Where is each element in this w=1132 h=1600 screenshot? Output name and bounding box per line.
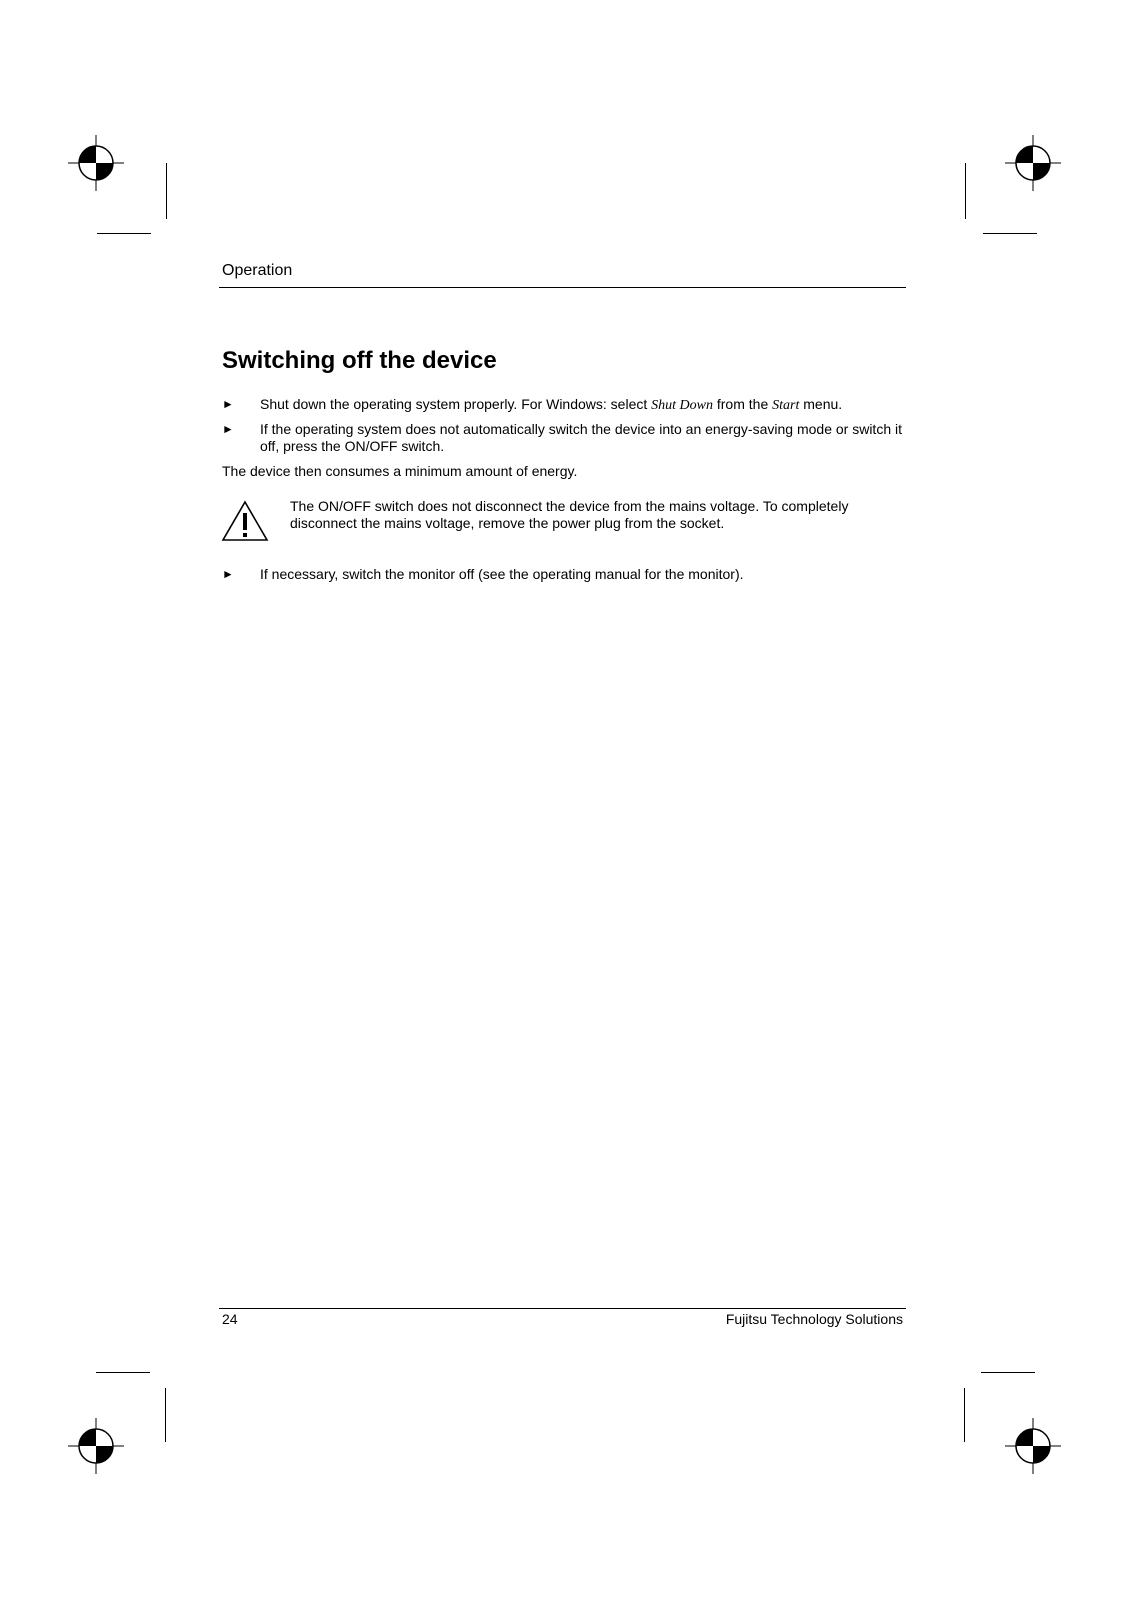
crop-mark-horizontal [96, 1372, 150, 1373]
step-3-text: If necessary, switch the monitor off (see the operating manual for the monitor). [260, 566, 744, 582]
warning-triangle-icon [221, 500, 269, 542]
bullet-arrow-icon: ► [222, 397, 234, 411]
step-1-text-part: from the [712, 396, 773, 412]
crop-mark-vertical [166, 163, 167, 219]
registration-mark-bottom-left [68, 1418, 124, 1474]
crop-mark-vertical [165, 1388, 166, 1442]
registration-mark-top-right [1005, 135, 1061, 191]
bullet-arrow-icon: ► [222, 567, 234, 581]
start-menu-ref: Start [772, 398, 800, 413]
registration-mark-bottom-right [1005, 1418, 1061, 1474]
footer-rule [219, 1308, 906, 1309]
crop-mark-horizontal [983, 233, 1037, 234]
publisher-name: Fujitsu Technology Solutions [725, 1311, 903, 1327]
section-title: Switching off the device [222, 347, 497, 374]
step-1-text-part: menu. [799, 396, 843, 412]
shut-down-menu-ref: Shut Down [651, 398, 713, 413]
header-rule [219, 287, 906, 288]
running-head: Operation [222, 262, 293, 279]
crop-mark-horizontal [97, 233, 151, 234]
crop-mark-horizontal [981, 1372, 1035, 1373]
step-1-text-part: Shut down the operating system properly. For Windows: select [260, 396, 652, 412]
crop-mark-vertical [964, 1388, 965, 1442]
step-2-text: If the operating system does not automatically switch the device into an energy-saving mode or switch it off, press the ON/OFF switch. [260, 421, 902, 454]
bullet-arrow-icon: ► [222, 422, 234, 436]
crop-mark-vertical [965, 163, 966, 219]
step-1-text [260, 396, 910, 414]
result-text: The device then consumes a minimum amount of energy. [222, 463, 578, 479]
registration-mark-top-left [68, 135, 124, 191]
warning-text: The ON/OFF switch does not disconnect the device from the mains voltage. To completely disconnect the mains voltage, remove the power plug from the socket. [290, 498, 849, 531]
page-number: 24 [222, 1311, 238, 1327]
